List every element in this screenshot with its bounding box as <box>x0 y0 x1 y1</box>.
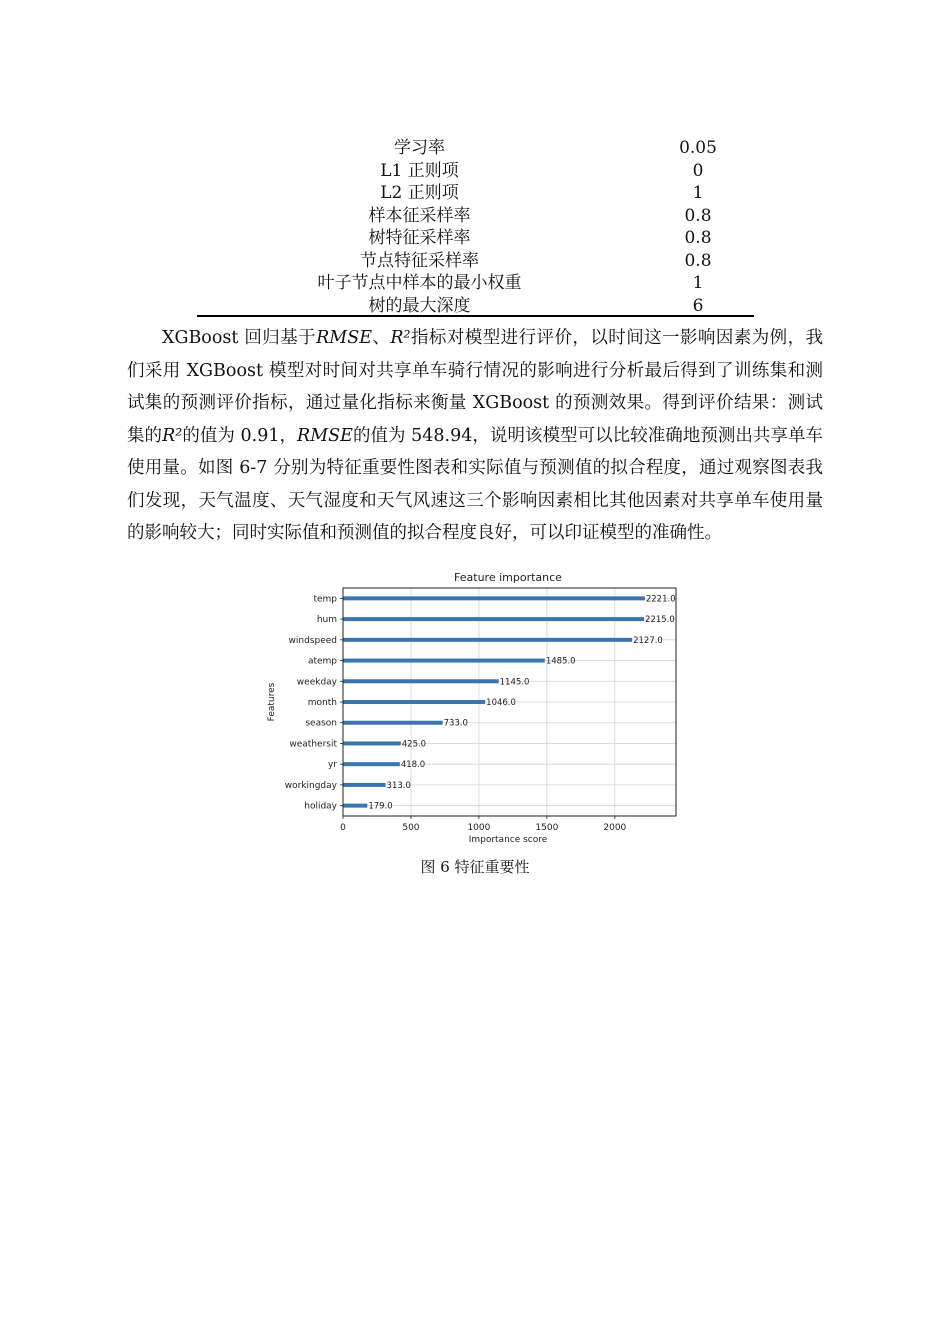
y-axis-label: Features <box>267 682 277 722</box>
x-tick-label: 2000 <box>603 823 627 833</box>
x-tick-label: 1500 <box>535 823 559 833</box>
param-name: 节点特征采样率 <box>360 250 479 271</box>
bar-value-label: 733.0 <box>443 718 468 729</box>
y-tick-label: workingday <box>284 780 337 791</box>
bar-layer <box>343 594 676 811</box>
rmse-term: RMSE <box>316 328 372 348</box>
y-tick-label: temp <box>313 594 337 605</box>
paragraph-text: XGBoost 回归基于 <box>162 328 317 348</box>
param-row <box>197 205 754 228</box>
bar-value-label: 2215.0 <box>645 615 675 626</box>
bar <box>343 762 400 766</box>
param-row <box>197 250 754 273</box>
bar <box>343 679 499 683</box>
y-tick-label: holiday <box>304 801 337 812</box>
bar <box>343 700 485 704</box>
param-row <box>197 272 754 295</box>
param-row <box>197 227 754 250</box>
bar <box>343 783 386 787</box>
bar-value-label: 2127.0 <box>633 635 663 646</box>
bar <box>343 804 367 808</box>
bar <box>343 596 645 600</box>
parameter-table <box>197 137 754 317</box>
rmse-term: RMSE <box>297 425 353 446</box>
param-value: 0.8 <box>684 205 712 226</box>
param-row <box>197 182 754 205</box>
chart-title: Feature importance <box>454 571 562 584</box>
bar-value-label: 418.0 <box>400 760 426 771</box>
paragraph-text: 的值为 548.94，说明该模型可以比较准确地预测出共享单车使用量。如图 6-7 分别为特征重要性图表和实际值与预测值的拟合程度，通过观察图表我们发现，天气温度、天气湿度和天气风速这三个影响因素相比其他因素对共享单车使用量的影响较大；同时实际值和预测值的拟合程度良好，可以印证模型的准确性。 <box>127 425 824 543</box>
param-name: 样本征采样率 <box>368 205 471 226</box>
param-name: 学习率 <box>394 138 445 158</box>
bar-value-label: 1485.0 <box>545 656 576 667</box>
param-value: 0.05 <box>679 138 717 158</box>
param-value: 1 <box>692 183 704 203</box>
param-name: 叶子节点中样本的最小权重 <box>317 273 522 293</box>
param-value: 0.8 <box>684 228 712 248</box>
y-tick-label: season <box>305 718 337 729</box>
param-name: L1 正则项 <box>380 160 459 181</box>
y-tick-label: weekday <box>296 677 337 688</box>
r2-term: R² <box>390 328 411 348</box>
param-name: 树特征采样率 <box>368 228 471 248</box>
paragraph-text: 的值为 0.91， <box>182 425 298 446</box>
figure-caption: 图 6 特征重要性 <box>420 858 530 876</box>
x-tick-label: 500 <box>402 823 420 833</box>
bar <box>343 638 632 642</box>
y-tick-label: month <box>307 698 337 708</box>
param-row <box>197 160 754 183</box>
param-value: 6 <box>692 295 704 316</box>
bar <box>343 741 401 745</box>
param-name: L2 正则项 <box>380 183 459 203</box>
feature-importance-chart <box>262 568 692 850</box>
y-tick-label: atemp <box>307 656 337 667</box>
bar <box>343 659 545 663</box>
bar <box>343 721 443 725</box>
bar-value-label: 2221.0 <box>645 594 676 605</box>
y-tick-label: yr <box>327 760 337 771</box>
body-paragraph <box>127 322 823 550</box>
bar-value-label: 313.0 <box>386 780 411 791</box>
x-tick-label: 0 <box>340 823 346 833</box>
param-name: 树的最大深度 <box>368 295 471 316</box>
bar-value-label: 179.0 <box>368 801 393 812</box>
r2-term: R² <box>162 425 183 446</box>
param-value: 0.8 <box>684 250 712 271</box>
table-bottom-rule <box>197 315 754 317</box>
param-row <box>197 137 754 160</box>
bar <box>343 617 644 621</box>
paragraph-text: 、 <box>371 328 391 348</box>
param-value: 1 <box>692 273 704 293</box>
x-tick-label: 1000 <box>467 823 491 833</box>
paragraph-text: 指标对模型进行评价，以时间这一影响因素为例，我们采用 XGBoost 模型对时间对共享单车骑行情况的影响进行分析最后得到了训练集和测试集的预测评价指标，通过量化指标来衡量 XGBoost 的预测效果。得到评价结果：测试集的 <box>127 328 824 446</box>
bar-value-label: 425.0 <box>401 739 427 750</box>
x-axis-label: Importance score <box>468 835 548 845</box>
bar-value-label: 1046.0 <box>486 698 516 708</box>
param-row <box>197 295 754 318</box>
y-tick-label: hum <box>316 615 337 626</box>
y-tick-label: windspeed <box>288 635 337 646</box>
y-tick-label: weathersit <box>289 739 337 750</box>
bar-value-label: 1145.0 <box>499 677 530 688</box>
param-value: 0 <box>692 160 704 181</box>
